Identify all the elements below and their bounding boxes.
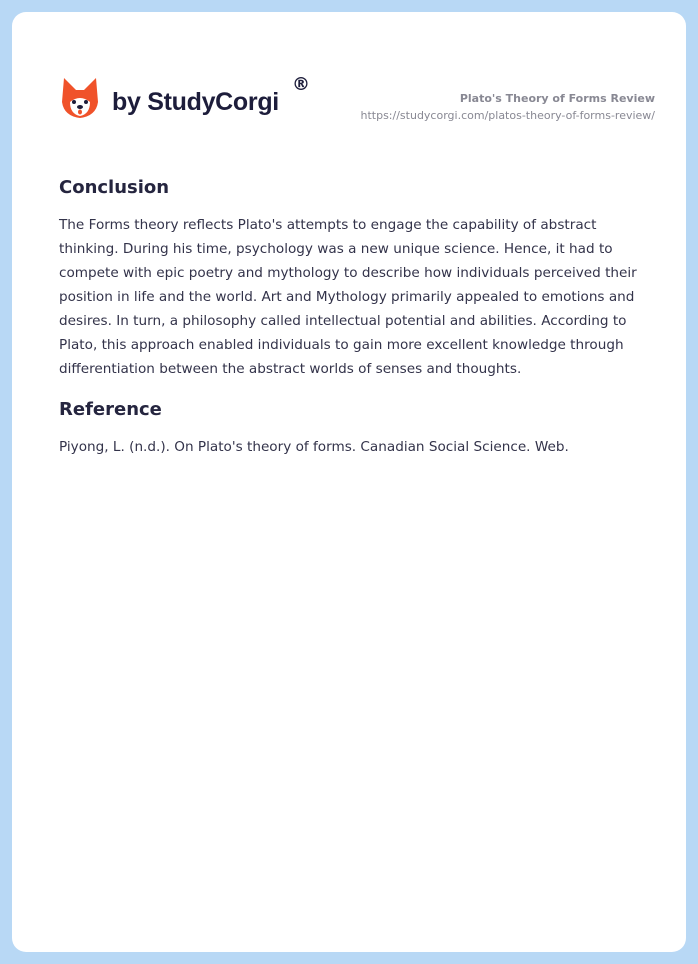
document-title: Plato's Theory of Forms Review [459, 92, 655, 105]
registered-mark: ® [292, 74, 310, 95]
conclusion-text: The Forms theory reflects Plato's attempts to engage the capability of abstract thinking. During his time, psychology was a new unique science. Hence, it had to compete with epic poetry and mythology to describe how individuals perceived their position in life and the world. Art and Mythology primarily appealed to emotions and desires. In turn, a philosophy called intellectual potential and abilities. According to Plato, this approach enabled individuals to gain more excellent knowledge through differentiation between the abstract worlds of senses and thoughts. [59, 217, 637, 377]
studycorgi-logo[interactable] [60, 74, 310, 120]
document-header [361, 92, 656, 122]
reference-text: Piyong, L. (n.d.). On Plato's theory of forms. Canadian Social Science. Web. [59, 439, 569, 455]
corgi-icon [60, 76, 100, 120]
document-page [12, 12, 686, 952]
brand-name: by StudyCorgi [112, 87, 279, 116]
section-heading-reference: Reference [59, 399, 162, 420]
section-heading-conclusion: Conclusion [59, 177, 170, 198]
document-url[interactable]: https://studycorgi.com/platos-theory-of-forms-review/ [360, 109, 655, 122]
